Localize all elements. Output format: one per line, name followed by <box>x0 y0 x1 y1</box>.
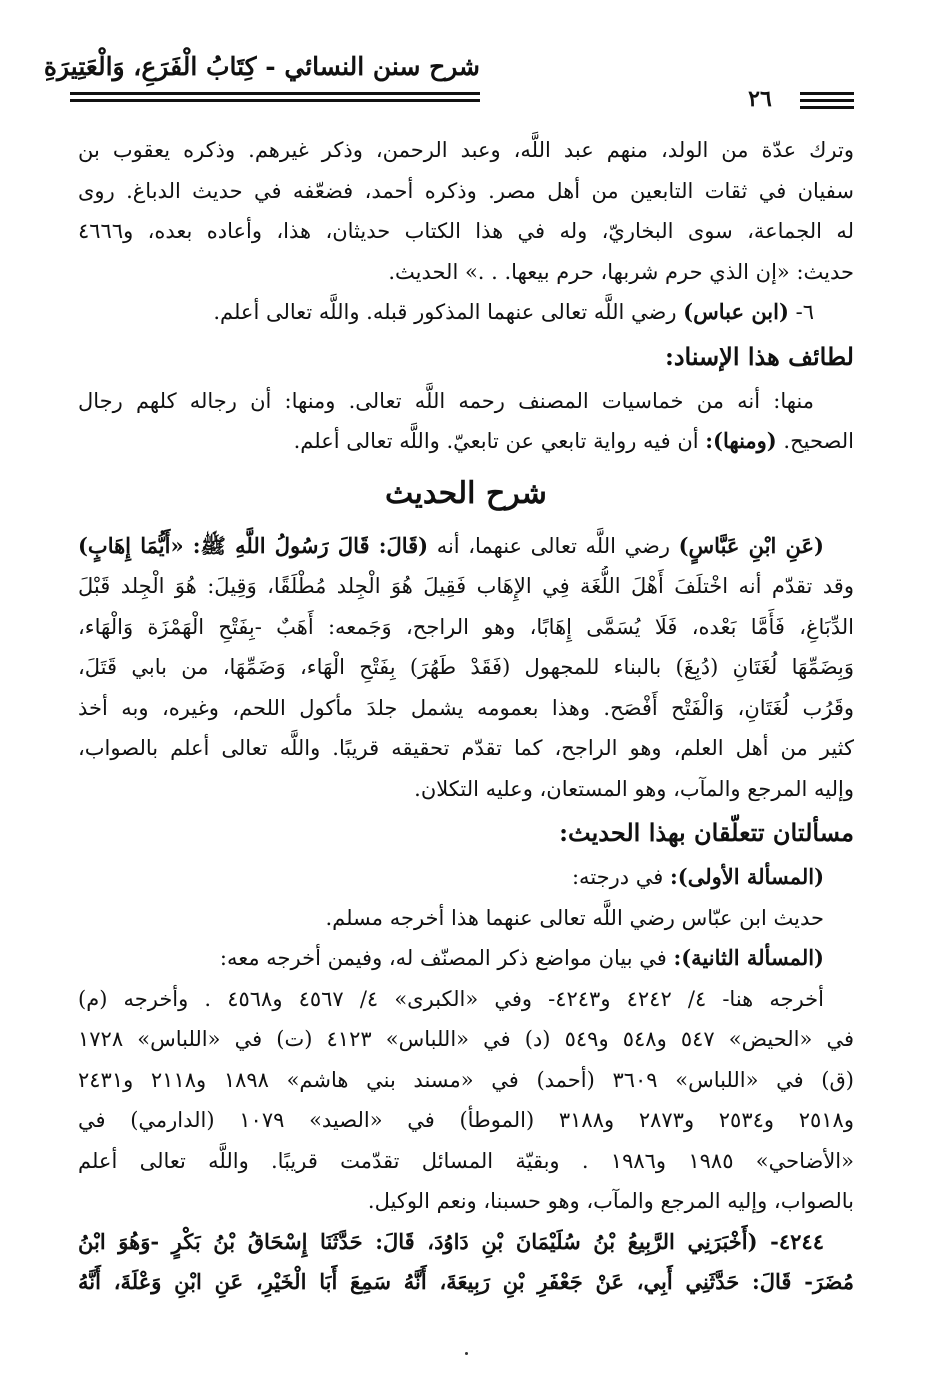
text-line: «الأضاحي» ١٩٨٥ و١٩٨٦ . وبقيّة المسائل تقدّمت قريبًا. واللَّه تعالى أعلم <box>78 1148 854 1173</box>
running-header-title: شرح سنن النسائي - كِتَابُ الْفَرَعِ، وَالْعَتِيرَةِ <box>43 52 480 81</box>
section-heading-sharh: شرح الحديث <box>385 475 547 511</box>
item-number: ٦- <box>795 300 814 324</box>
page-number-rule <box>800 92 854 95</box>
text-line: منها: أنه من خماسيات المصنف رحمه اللَّه تعالى. ومنها: أن رجاله كلهم رجال <box>78 388 814 413</box>
masala-1-heading <box>78 857 854 898</box>
header-rule-top <box>70 92 480 95</box>
hadith-text-line: مُضَرَ- قَالَ: حَدَّثَنِي أَبِي، عَنْ جَعْفَرِ بْنِ رَبِيعَةَ، أَنَّهُ سَمِعَ أَبَا الْخَيْرِ، عَنِ ابْنِ وَعْلَةَ، أَنَّهُ <box>78 1269 854 1294</box>
text-line: حديث: «إن الذي حرم شربها، حرم بيعها. . .» الحديث. <box>388 259 854 284</box>
bold-span: (قَالَ: قَالَ رَسُولُ اللَّهِ ﷺ: «أَيُّمَا إِهَابٍ) <box>78 532 429 558</box>
text-line: وإليه المرجع والمآب، وهو المستعان، وعليه التكلان. <box>414 776 854 801</box>
masala-2-heading <box>78 938 854 979</box>
page-number: ٢٦ <box>748 86 772 112</box>
text-span: الصحيح. <box>783 429 854 453</box>
text-line: حديث ابن عبّاس رضي اللَّه تعالى عنهما هذا أخرجه مسلم. <box>325 905 824 930</box>
text-line: وقد تقدّم أنه اخْتلَفَ أَهْلَ اللُّغَة فِي الإِهَاب فَقِيلَ هُوَ الْجِلد مُطْلَقًا، وَقِيلَ: هُوَ الْجِلد قَبْلَ <box>78 574 854 598</box>
narrator-name: (ابن عباس) <box>683 299 789 324</box>
hadith-text-line <box>78 526 854 567</box>
header-rule-bottom <box>70 99 480 102</box>
text-span: رضي اللَّه تعالى عنهما، أنه <box>436 533 671 558</box>
section-heading-isnad: لطائف هذا الإسناد: <box>664 341 854 371</box>
text-line: سفيان في ثقات التابعين من أهل مصر. وذكره أحمد، فضعّفه في حديث الدباغ. روى <box>78 178 854 203</box>
narrator-text: رضي اللَّه تعالى عنهما المذكور قبله. واللَّه تعالى أعلم. <box>213 300 677 324</box>
text-line: و٢٥١٨ و٢٥٣٤ و٢٨٧٣ و٣١٨٨ (الموطأ) في «الصيد» ١٠٧٩ (الدارمي) في <box>78 1108 854 1132</box>
bold-span: (عَنِ ابْنِ عَبَّاسٍ) <box>678 532 824 558</box>
ink-dot <box>465 1352 468 1355</box>
bold-span: (المسألة الثانية): <box>673 945 824 970</box>
hadith-text-line: ٤٢٤٤- (أَخْبَرَنِي الرَّبِيعُ بْنُ سُلَيْمَانَ بْنِ دَاوُدَ، قَالَ: حَدَّثَنَا إِسْحَاقُ بْنُ بَكْرٍ -وَهُوَ ابْنُ <box>78 1228 824 1254</box>
text-line: وقَرُب لُغَتَانِ، وَالْفَتْح أَفْصَح. وهذا بعمومه يشمل جلدَ مأكول اللحم، وغيره، وبه أخذ <box>78 695 854 720</box>
text-line <box>78 421 854 462</box>
text-line: وَبِضَمِّهَا لُغَتَانِ (دُبِغَ) بالبناء للمجهول (فَقَدْ طَهُرَ) بِفَتْحِ الْهَاء، وَضَمِّهَا، من بابي قَتَلَ، <box>78 655 854 679</box>
text-line: له الجماعة، سوى البخاريّ، وله في هذا الكتاب حديثان، هذا، وأعاده بعده، و٤٦٦٦ <box>78 219 854 243</box>
text-line: بالصواب، وإليه المرجع والمآب، وهو حسبنا، ونعم الوكيل. <box>367 1189 854 1213</box>
text-line: الدِّبَاغِ، فَأَمَّا بَعْده، فَلَا يُسَمَّى إِهَابًا، وهو الراجح، وَجَمعه: أَهَبٌ -بِفَتْحِ الْهَمْزَة وَالْهَاء، <box>78 614 854 639</box>
page-number-rule <box>800 106 854 109</box>
narrator-item-6 <box>78 292 854 333</box>
text-span: في درجته: <box>571 865 664 889</box>
text-line: كثير من أهل العلم، وهو الراجح، كما تقدّم تحقيقه قريبًا. واللَّه تعالى أعلم بالصواب، <box>78 736 854 760</box>
bold-span: (ومنها): <box>705 428 777 453</box>
text-span: أن فيه رواية تابعي عن تابعيّ. واللَّه تعالى أعلم. <box>293 429 699 453</box>
bold-span: (المسألة الأولى): <box>670 864 824 889</box>
text-line: (ق) في «اللباس» ٣٦٠٩ (أحمد) في «مسند بني هاشم» ١٨٩٨ و٢١١٨ و٢٤٣١ <box>78 1067 854 1092</box>
page-body <box>78 130 854 1303</box>
text-line: أخرجه هنا- ٤/ ٤٢٤٢ و٤٢٤٣- وفي «الكبرى» ٤/ ٤٥٦٧ و٤٥٦٨ . وأخرجه (م) <box>78 986 824 1011</box>
section-heading-masail: مسألتان تتعلّقان بهذا الحديث: <box>559 818 854 847</box>
text-line: وترك عدّة من الولد، منهم عبد اللَّه، وعبد الرحمن، وذكر غيرهم. وذكره يعقوب بن <box>78 138 854 162</box>
text-line: في «الحيض» ٥٤٧ و٥٤٨ و٥٤٩ (د) في «اللباس» ٤١٢٣ (ت) في «اللباس» ١٧٢٨ <box>78 1027 854 1051</box>
text-span: في بيان مواضع ذكر المصنّف له، وفيمن أخرجه معه: <box>219 946 667 970</box>
page-number-rule <box>800 99 854 102</box>
